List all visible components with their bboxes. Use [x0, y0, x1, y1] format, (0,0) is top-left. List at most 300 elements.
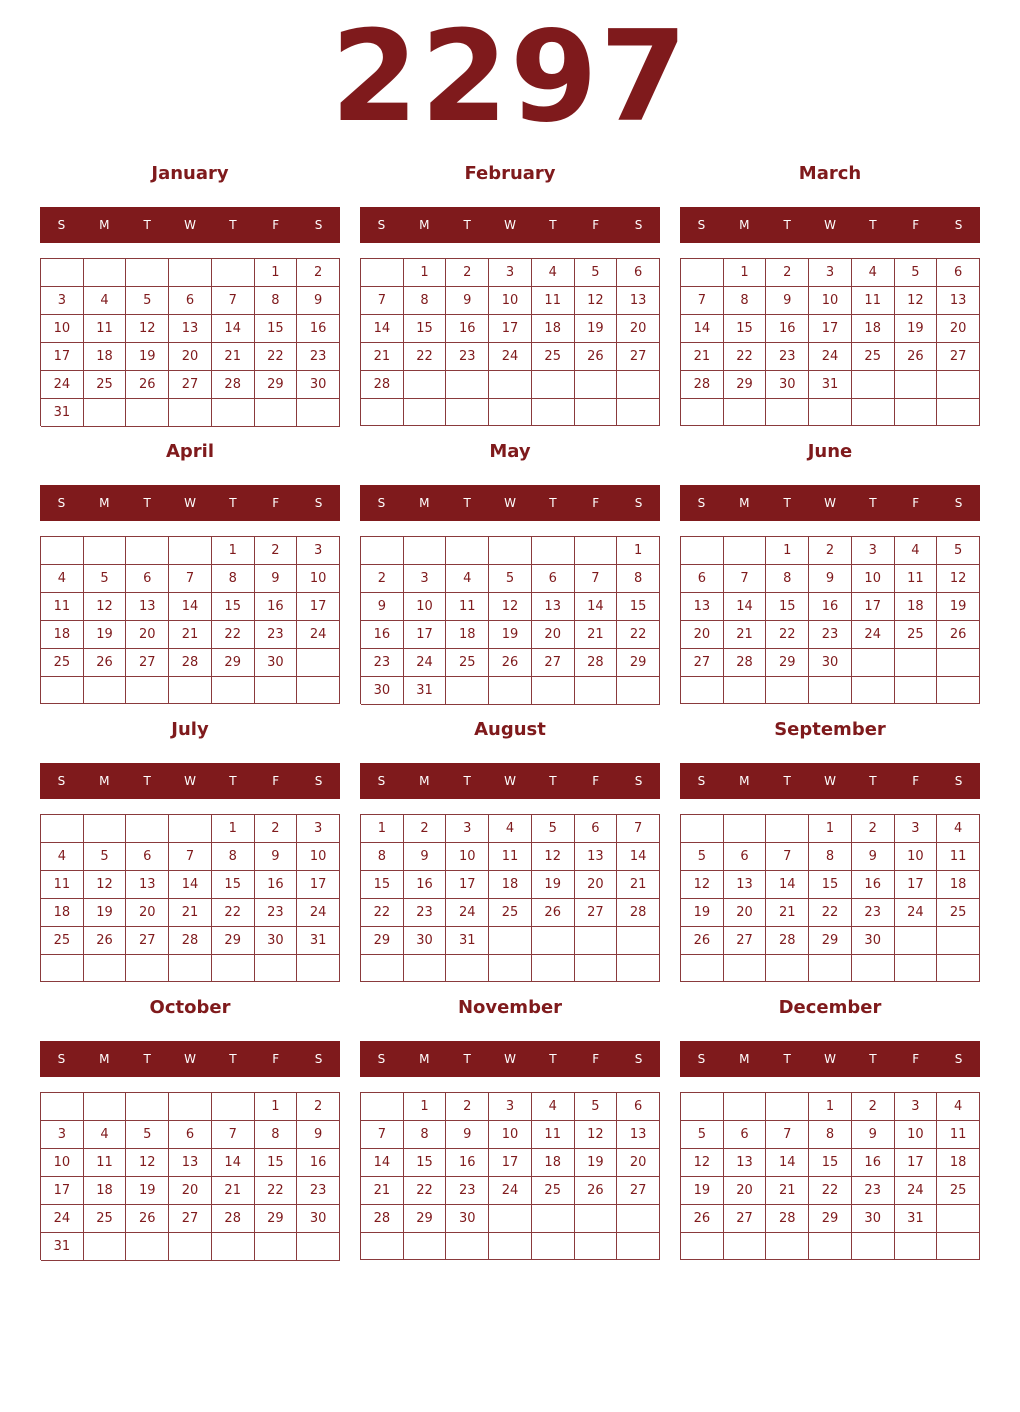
day-cell: 23: [809, 621, 852, 649]
empty-cell: [937, 649, 980, 677]
day-cell: 18: [937, 1149, 980, 1177]
day-cell: 17: [404, 621, 447, 649]
empty-cell: [41, 1093, 84, 1121]
weekday-label: T: [463, 774, 471, 788]
day-cell: 22: [809, 1177, 852, 1205]
day-cell: 15: [361, 871, 404, 899]
day-cell: 31: [41, 399, 84, 427]
day-cell: 4: [532, 259, 575, 287]
day-cell: 9: [852, 843, 895, 871]
weekday-label: W: [824, 774, 836, 788]
day-cell: 25: [41, 649, 84, 677]
weekday-label: T: [229, 496, 237, 510]
day-cell: 12: [126, 1149, 169, 1177]
empty-cell: [297, 1233, 340, 1261]
day-cell: 20: [126, 621, 169, 649]
day-cell: 3: [852, 537, 895, 565]
day-cell: 16: [852, 871, 895, 899]
empty-cell: [852, 371, 895, 399]
empty-cell: [809, 399, 852, 426]
weekday-label: T: [783, 774, 791, 788]
day-cell: 5: [126, 287, 169, 315]
day-cell: 2: [297, 259, 340, 287]
day-cell: 30: [766, 371, 809, 399]
day-cell: 20: [617, 315, 660, 343]
empty-cell: [84, 677, 127, 704]
weekday-label: W: [824, 1052, 836, 1066]
day-cell: 12: [681, 1149, 724, 1177]
day-cell: 9: [809, 565, 852, 593]
empty-cell: [489, 1233, 532, 1260]
empty-cell: [937, 927, 980, 955]
day-cell: 26: [532, 899, 575, 927]
day-cell: 29: [404, 1205, 447, 1233]
weekday-label: S: [314, 496, 323, 510]
empty-cell: [681, 815, 724, 843]
day-cell: 15: [724, 315, 767, 343]
weekday-label: S: [57, 774, 66, 788]
day-cell: 18: [532, 1149, 575, 1177]
day-cell: 20: [681, 621, 724, 649]
day-cell: 21: [617, 871, 660, 899]
weekday-label: T: [229, 218, 237, 232]
empty-cell: [41, 955, 84, 982]
day-cell: 21: [169, 621, 212, 649]
empty-cell: [297, 649, 340, 677]
empty-cell: [895, 399, 938, 426]
day-cell: 15: [617, 593, 660, 621]
day-cell: 3: [809, 259, 852, 287]
day-cell: 24: [41, 1205, 84, 1233]
empty-cell: [852, 399, 895, 426]
day-cell: 15: [212, 593, 255, 621]
weekday-label: T: [229, 774, 237, 788]
day-cell: 28: [617, 899, 660, 927]
day-cell: 15: [255, 1149, 298, 1177]
day-cell: 20: [617, 1149, 660, 1177]
day-cell: 13: [724, 871, 767, 899]
day-cell: 12: [532, 843, 575, 871]
day-cell: 13: [575, 843, 618, 871]
day-cell: 31: [41, 1233, 84, 1261]
weekday-label: S: [697, 1052, 706, 1066]
day-cell: 26: [681, 1205, 724, 1233]
day-cell: 25: [532, 343, 575, 371]
day-cell: 26: [937, 621, 980, 649]
weekday-header: [680, 207, 980, 243]
empty-cell: [41, 537, 84, 565]
day-cell: 5: [489, 565, 532, 593]
day-cell: 8: [212, 843, 255, 871]
day-cell: 13: [937, 287, 980, 315]
day-cell: 3: [297, 815, 340, 843]
empty-cell: [575, 955, 618, 982]
day-grid: [680, 258, 980, 426]
day-cell: 17: [809, 315, 852, 343]
day-cell: 8: [617, 565, 660, 593]
weekday-label: F: [592, 1052, 600, 1066]
day-grid: [40, 1092, 340, 1260]
day-cell: 16: [766, 315, 809, 343]
day-cell: 9: [852, 1121, 895, 1149]
day-cell: 8: [809, 1121, 852, 1149]
day-cell: 21: [766, 899, 809, 927]
day-cell: 15: [809, 871, 852, 899]
day-cell: 16: [852, 1149, 895, 1177]
day-cell: 5: [532, 815, 575, 843]
empty-cell: [126, 399, 169, 427]
empty-cell: [404, 371, 447, 399]
day-cell: 28: [169, 927, 212, 955]
day-cell: 22: [404, 343, 447, 371]
day-cell: 15: [809, 1149, 852, 1177]
day-cell: 30: [446, 1205, 489, 1233]
empty-cell: [766, 1233, 809, 1260]
weekday-label: F: [272, 496, 280, 510]
day-cell: 1: [404, 259, 447, 287]
day-cell: 4: [937, 815, 980, 843]
empty-cell: [446, 399, 489, 426]
day-cell: 2: [446, 259, 489, 287]
day-cell: 22: [255, 1177, 298, 1205]
weekday-label: S: [314, 1052, 323, 1066]
day-cell: 9: [297, 1121, 340, 1149]
day-cell: 24: [297, 899, 340, 927]
empty-cell: [617, 677, 660, 705]
empty-cell: [575, 1233, 618, 1260]
day-cell: 16: [361, 621, 404, 649]
empty-cell: [681, 537, 724, 565]
day-cell: 29: [809, 1205, 852, 1233]
weekday-header: [680, 763, 980, 799]
day-cell: 24: [895, 899, 938, 927]
day-cell: 26: [895, 343, 938, 371]
weekday-label: M: [99, 774, 110, 788]
day-cell: 12: [84, 593, 127, 621]
empty-cell: [617, 371, 660, 399]
day-grid: [40, 258, 340, 426]
weekday-label: M: [739, 774, 750, 788]
day-cell: 4: [41, 843, 84, 871]
empty-cell: [724, 1233, 767, 1260]
day-cell: 16: [255, 593, 298, 621]
day-cell: 18: [937, 871, 980, 899]
day-cell: 11: [532, 1121, 575, 1149]
day-cell: 10: [446, 843, 489, 871]
weekday-label: W: [184, 1052, 196, 1066]
day-cell: 16: [404, 871, 447, 899]
day-cell: 24: [41, 371, 84, 399]
day-cell: 27: [724, 927, 767, 955]
empty-cell: [212, 955, 255, 982]
weekday-label: S: [954, 1052, 963, 1066]
weekday-label: W: [184, 496, 196, 510]
day-cell: 20: [169, 343, 212, 371]
day-cell: 21: [361, 343, 404, 371]
empty-cell: [212, 1233, 255, 1261]
day-cell: 26: [681, 927, 724, 955]
weekday-label: T: [549, 496, 557, 510]
day-cell: 9: [361, 593, 404, 621]
empty-cell: [212, 1093, 255, 1121]
weekday-label: S: [697, 218, 706, 232]
day-cell: 19: [895, 315, 938, 343]
empty-cell: [126, 1233, 169, 1261]
day-cell: 1: [255, 259, 298, 287]
day-cell: 23: [255, 621, 298, 649]
empty-cell: [446, 1233, 489, 1260]
day-grid: [360, 1092, 660, 1260]
day-cell: 15: [212, 871, 255, 899]
empty-cell: [84, 259, 127, 287]
day-cell: 27: [617, 343, 660, 371]
day-cell: 30: [852, 1205, 895, 1233]
day-cell: 20: [575, 871, 618, 899]
year-title: 2297: [330, 3, 690, 150]
day-cell: 31: [446, 927, 489, 955]
weekday-label: F: [912, 218, 920, 232]
day-cell: 4: [84, 1121, 127, 1149]
month-title: January: [151, 163, 229, 184]
day-cell: 20: [724, 1177, 767, 1205]
empty-cell: [852, 1233, 895, 1260]
weekday-label: S: [634, 774, 643, 788]
day-cell: 1: [212, 815, 255, 843]
day-grid: [360, 814, 660, 982]
day-cell: 19: [681, 1177, 724, 1205]
day-cell: 11: [84, 315, 127, 343]
empty-cell: [361, 537, 404, 565]
weekday-label: S: [954, 218, 963, 232]
weekday-label: T: [549, 1052, 557, 1066]
day-cell: 9: [255, 843, 298, 871]
empty-cell: [297, 677, 340, 704]
empty-cell: [489, 371, 532, 399]
empty-cell: [895, 677, 938, 704]
month-title: August: [474, 719, 546, 740]
day-cell: 21: [169, 899, 212, 927]
weekday-label: S: [377, 496, 386, 510]
weekday-header: [360, 207, 660, 243]
day-cell: 16: [297, 1149, 340, 1177]
month-title: December: [778, 997, 882, 1018]
day-cell: 27: [126, 927, 169, 955]
day-cell: 17: [489, 315, 532, 343]
weekday-label: S: [314, 774, 323, 788]
day-cell: 29: [212, 649, 255, 677]
day-cell: 10: [489, 1121, 532, 1149]
day-cell: 10: [809, 287, 852, 315]
day-cell: 19: [126, 343, 169, 371]
day-cell: 23: [852, 899, 895, 927]
empty-cell: [617, 1205, 660, 1233]
day-cell: 12: [575, 287, 618, 315]
day-cell: 14: [361, 1149, 404, 1177]
empty-cell: [489, 955, 532, 982]
day-cell: 19: [937, 593, 980, 621]
day-cell: 30: [297, 1205, 340, 1233]
weekday-label: S: [634, 218, 643, 232]
day-cell: 20: [937, 315, 980, 343]
day-cell: 14: [575, 593, 618, 621]
day-cell: 10: [404, 593, 447, 621]
empty-cell: [895, 649, 938, 677]
empty-cell: [766, 677, 809, 704]
day-cell: 26: [126, 371, 169, 399]
day-cell: 7: [681, 287, 724, 315]
day-cell: 20: [169, 1177, 212, 1205]
empty-cell: [937, 1233, 980, 1260]
empty-cell: [724, 677, 767, 704]
weekday-header: [40, 485, 340, 521]
day-cell: 22: [404, 1177, 447, 1205]
day-cell: 28: [212, 1205, 255, 1233]
empty-cell: [575, 399, 618, 426]
empty-cell: [852, 955, 895, 982]
day-cell: 23: [446, 1177, 489, 1205]
day-cell: 12: [895, 287, 938, 315]
empty-cell: [404, 537, 447, 565]
day-cell: 27: [937, 343, 980, 371]
day-cell: 4: [41, 565, 84, 593]
day-cell: 3: [895, 1093, 938, 1121]
empty-cell: [681, 955, 724, 982]
weekday-label: F: [592, 774, 600, 788]
empty-cell: [724, 537, 767, 565]
day-cell: 23: [852, 1177, 895, 1205]
day-cell: 22: [766, 621, 809, 649]
empty-cell: [489, 677, 532, 705]
day-cell: 18: [41, 899, 84, 927]
day-cell: 30: [255, 927, 298, 955]
day-cell: 24: [489, 343, 532, 371]
day-cell: 14: [766, 1149, 809, 1177]
day-cell: 7: [212, 1121, 255, 1149]
day-cell: 8: [404, 287, 447, 315]
empty-cell: [809, 1233, 852, 1260]
day-cell: 19: [575, 1149, 618, 1177]
weekday-header: [40, 1041, 340, 1077]
empty-cell: [766, 815, 809, 843]
day-cell: 18: [41, 621, 84, 649]
weekday-label: S: [697, 774, 706, 788]
day-cell: 8: [809, 843, 852, 871]
day-cell: 13: [532, 593, 575, 621]
day-grid: [680, 814, 980, 982]
day-cell: 28: [361, 371, 404, 399]
empty-cell: [126, 537, 169, 565]
day-cell: 3: [895, 815, 938, 843]
day-cell: 16: [446, 1149, 489, 1177]
day-cell: 6: [937, 259, 980, 287]
day-cell: 2: [404, 815, 447, 843]
day-cell: 25: [852, 343, 895, 371]
weekday-label: W: [184, 774, 196, 788]
weekday-label: F: [592, 218, 600, 232]
weekday-label: F: [272, 1052, 280, 1066]
empty-cell: [404, 1233, 447, 1260]
day-cell: 8: [212, 565, 255, 593]
weekday-label: W: [504, 496, 516, 510]
day-cell: 5: [895, 259, 938, 287]
day-cell: 3: [489, 1093, 532, 1121]
empty-cell: [681, 1093, 724, 1121]
month-title: May: [489, 441, 531, 462]
day-cell: 23: [297, 343, 340, 371]
day-cell: 25: [84, 1205, 127, 1233]
empty-cell: [937, 399, 980, 426]
day-cell: 31: [297, 927, 340, 955]
day-cell: 7: [361, 1121, 404, 1149]
day-cell: 12: [84, 871, 127, 899]
weekday-label: T: [549, 218, 557, 232]
empty-cell: [361, 399, 404, 426]
day-cell: 26: [489, 649, 532, 677]
empty-cell: [41, 677, 84, 704]
empty-cell: [681, 1233, 724, 1260]
day-cell: 2: [852, 1093, 895, 1121]
day-cell: 2: [297, 1093, 340, 1121]
empty-cell: [126, 259, 169, 287]
day-cell: 29: [361, 927, 404, 955]
day-cell: 14: [766, 871, 809, 899]
day-cell: 23: [766, 343, 809, 371]
day-cell: 2: [255, 537, 298, 565]
day-cell: 10: [297, 843, 340, 871]
day-cell: 7: [617, 815, 660, 843]
day-cell: 7: [361, 287, 404, 315]
day-cell: 7: [169, 565, 212, 593]
day-cell: 22: [809, 899, 852, 927]
day-cell: 16: [255, 871, 298, 899]
empty-cell: [169, 677, 212, 704]
weekday-label: M: [419, 774, 430, 788]
day-cell: 21: [766, 1177, 809, 1205]
day-cell: 27: [724, 1205, 767, 1233]
day-cell: 14: [169, 871, 212, 899]
day-cell: 4: [532, 1093, 575, 1121]
day-cell: 25: [41, 927, 84, 955]
weekday-label: T: [143, 774, 151, 788]
day-cell: 25: [489, 899, 532, 927]
empty-cell: [489, 1205, 532, 1233]
day-cell: 28: [169, 649, 212, 677]
empty-cell: [532, 677, 575, 705]
weekday-label: F: [912, 774, 920, 788]
day-grid: [360, 258, 660, 426]
day-cell: 28: [766, 1205, 809, 1233]
day-cell: 24: [895, 1177, 938, 1205]
day-cell: 23: [404, 899, 447, 927]
day-cell: 24: [446, 899, 489, 927]
day-cell: 31: [895, 1205, 938, 1233]
weekday-label: S: [634, 1052, 643, 1066]
day-cell: 25: [532, 1177, 575, 1205]
day-grid: [680, 1092, 980, 1260]
day-cell: 9: [404, 843, 447, 871]
empty-cell: [297, 399, 340, 427]
weekday-label: T: [463, 218, 471, 232]
empty-cell: [255, 955, 298, 982]
day-cell: 28: [361, 1205, 404, 1233]
empty-cell: [361, 1233, 404, 1260]
day-cell: 11: [446, 593, 489, 621]
day-cell: 4: [489, 815, 532, 843]
month-title: June: [807, 441, 853, 462]
day-cell: 3: [41, 1121, 84, 1149]
day-cell: 21: [724, 621, 767, 649]
day-cell: 12: [937, 565, 980, 593]
